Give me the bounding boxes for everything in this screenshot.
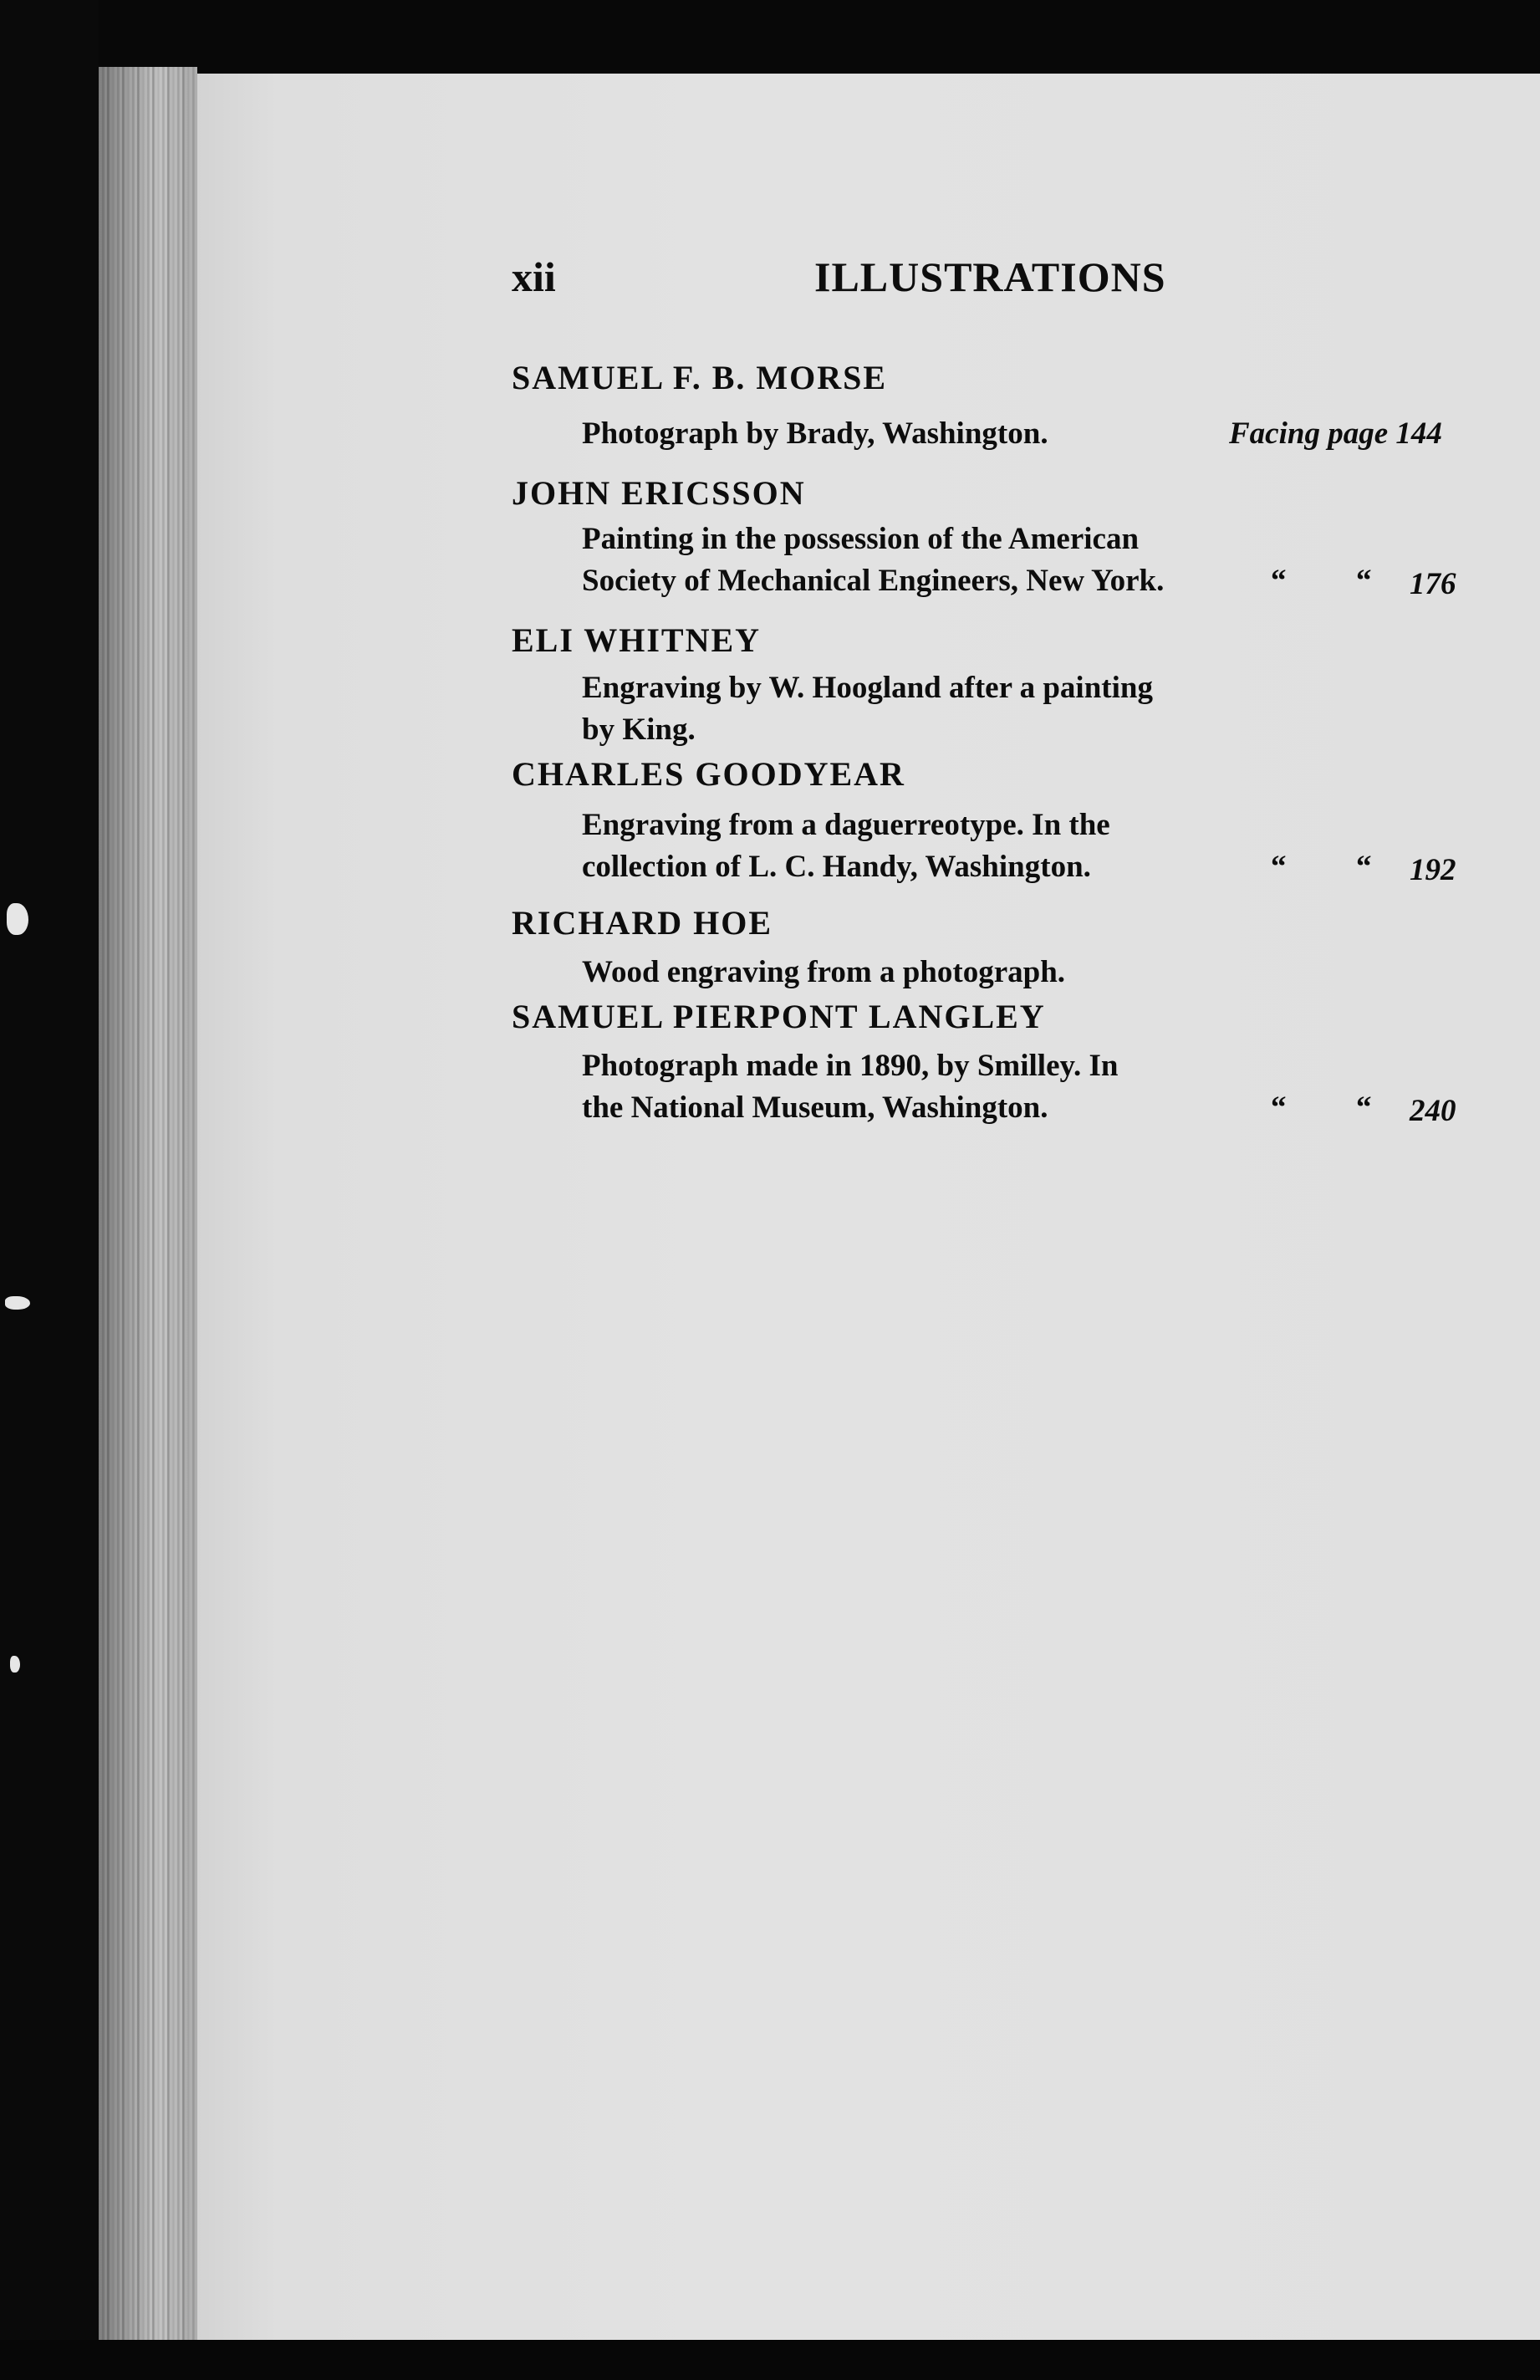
ditto-mark: “ xyxy=(1271,564,1287,598)
entry-description-line: Engraving from a daguerreotype. In the xyxy=(582,808,1110,842)
page-edges xyxy=(99,67,197,2342)
entry-name: ELI WHITNEY xyxy=(512,621,762,659)
page-title: ILLUSTRATIONS xyxy=(814,253,1166,300)
entry-description-line: Engraving by W. Hoogland after a painting xyxy=(582,671,1153,705)
entry-description-line: Painting in the possession of the American xyxy=(582,522,1140,556)
facing-page-number: 192 xyxy=(1410,853,1456,887)
scan-artifact xyxy=(5,1296,30,1310)
ditto-mark: “ xyxy=(1356,1090,1372,1125)
ditto-mark: “ xyxy=(1271,850,1287,884)
scan-border-bottom xyxy=(0,2340,1540,2380)
entry-name: SAMUEL F. B. MORSE xyxy=(512,359,888,396)
entry-description-line: the National Museum, Washington. xyxy=(582,1090,1048,1125)
ditto-mark: “ xyxy=(1356,850,1372,884)
scan-artifact xyxy=(10,1656,20,1673)
ditto-mark: “ xyxy=(1356,564,1372,598)
entry-description-line: Photograph by Brady, Washington. xyxy=(582,416,1048,451)
entry-description-line: Society of Mechanical Engineers, New York. xyxy=(582,564,1165,598)
entry-description-line: collection of L. C. Handy, Washington. xyxy=(582,850,1091,884)
entry-description-line: by King. xyxy=(582,712,696,747)
scan-artifact xyxy=(7,903,28,935)
entry-name: SAMUEL PIERPONT LANGLEY xyxy=(512,998,1046,1035)
entry-name: JOHN ERICSSON xyxy=(512,474,806,512)
entry-description-line: Photograph made in 1890, by Smilley. In xyxy=(582,1049,1119,1083)
facing-page-number: 240 xyxy=(1410,1094,1456,1128)
scan-border-left xyxy=(0,0,99,2380)
facing-page-number: 176 xyxy=(1410,567,1456,601)
entry-name: CHARLES GOODYEAR xyxy=(512,755,905,793)
book-page xyxy=(197,74,1540,2340)
facing-page-label: Facing page 144 xyxy=(1229,416,1442,451)
scan-border-top xyxy=(0,0,1540,74)
entry-description-line: Wood engraving from a photograph. xyxy=(582,955,1066,989)
ditto-mark: “ xyxy=(1271,1090,1287,1125)
page-number: xii xyxy=(512,253,556,300)
entry-name: RICHARD HOE xyxy=(512,904,773,942)
